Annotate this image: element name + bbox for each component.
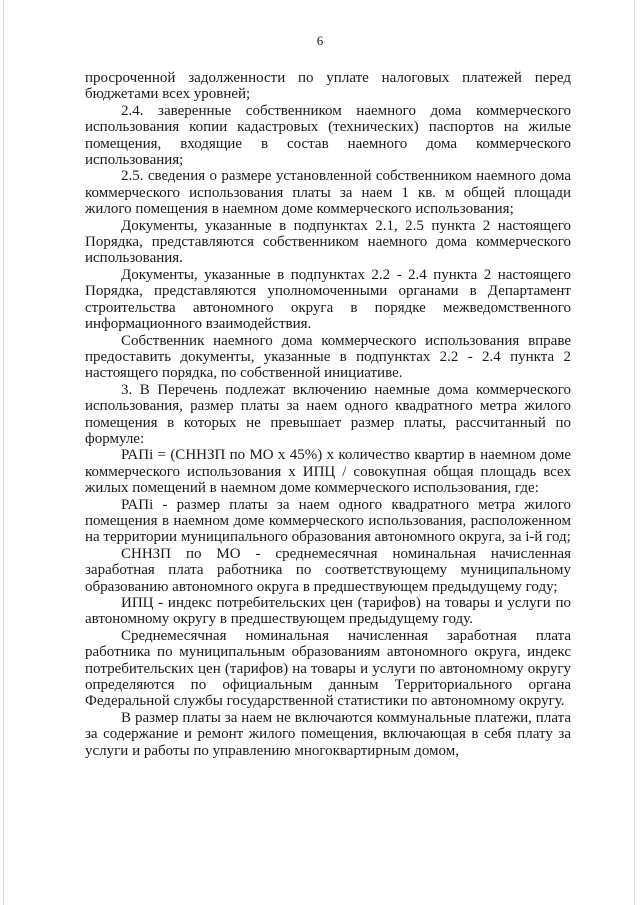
paragraph-definition-snnzp: СННЗП по МО - среднемесячная номинальная начисленная заработная плата работника по соответствующему муниципальному образованию автономного округа в предшествующем предыдущему году; bbox=[85, 545, 571, 595]
paragraph-documents-authorities: Документы, указанные в подпунктах 2.2 - 2.4 пункта 2 настоящего Порядка, представляются уполномоченными органами в Департамент строительства автономного округа в порядке межведомственного информационного взаимодействия. bbox=[85, 266, 571, 333]
paragraph-statistics-source: Среднемесячная номинальная начисленная заработная плата работника по муниципальным образованиям автономного округа, индекс потребительских цен (тарифов) на товары и услуги по автономному округу определяются по официальным данным Территориального органа Федеральной службы государственной статистики по автономному округу. bbox=[85, 627, 571, 710]
paragraph-exclusions: В размер платы за наем не включаются коммунальные платежи, плата за содержание и ремонт жилого помещения, включающая в себя плату за услуги и работы по управлению многоквартирным домом, bbox=[85, 709, 571, 759]
scan-edge-right bbox=[634, 0, 635, 905]
document-body bbox=[85, 70, 571, 759]
paragraph-definition-ipc: ИПЦ - индекс потребительских цен (тарифов) на товары и услуги по автономному округу в предшествующем предыдущему году. bbox=[85, 595, 571, 628]
paragraph-formula: РАПi = (СННЗП по МО х 45%) х количество квартир в наемном доме коммерческого использования х ИПЦ / совокупная общая площадь всех жилых помещений в наемном доме коммерческого использования, где: bbox=[85, 447, 571, 497]
paragraph-item-2-5: 2.5. сведения о размере установленной собственником наемного дома коммерческого использования платы за наем 1 кв. м общей площади жилого помещения в наемном доме коммерческого использования; bbox=[85, 168, 571, 218]
paragraph-item-3: 3. В Перечень подлежат включению наемные дома коммерческого использования, размер платы за наем одного квадратного метра жилого помещения в которых не превышает размер платы, рассчитанный по формуле: bbox=[85, 381, 571, 447]
paragraph-documents-owner: Документы, указанные в подпунктах 2.1, 2.5 пункта 2 настоящего Порядка, представляются собственником наемного дома коммерческого использования. bbox=[85, 217, 571, 267]
paragraph-definition-rap: РАПi - размер платы за наем одного квадратного метра жилого помещения в наемном доме коммерческого использования, расположенном на территории муниципального образования автономного округа, за i-й год; bbox=[85, 496, 571, 546]
paragraph-owner-initiative: Собственник наемного дома коммерческого использования вправе предоставить документы, указанные в подпунктах 2.2 - 2.4 пункта 2 настоящего порядка, по собственной инициативе. bbox=[85, 332, 571, 382]
paragraph-item-2-4: 2.4. заверенные собственником наемного дома коммерческого использования копии кадастровых (технических) паспортов на жилые помещения, входящие в состав наемного дома коммерческого использования; bbox=[85, 102, 571, 169]
page-number: 6 bbox=[316, 33, 324, 48]
paragraph-continuation: просроченной задолженности по уплате налоговых платежей перед бюджетами всех уровней; bbox=[85, 70, 571, 103]
scan-edge-left bbox=[3, 0, 4, 905]
